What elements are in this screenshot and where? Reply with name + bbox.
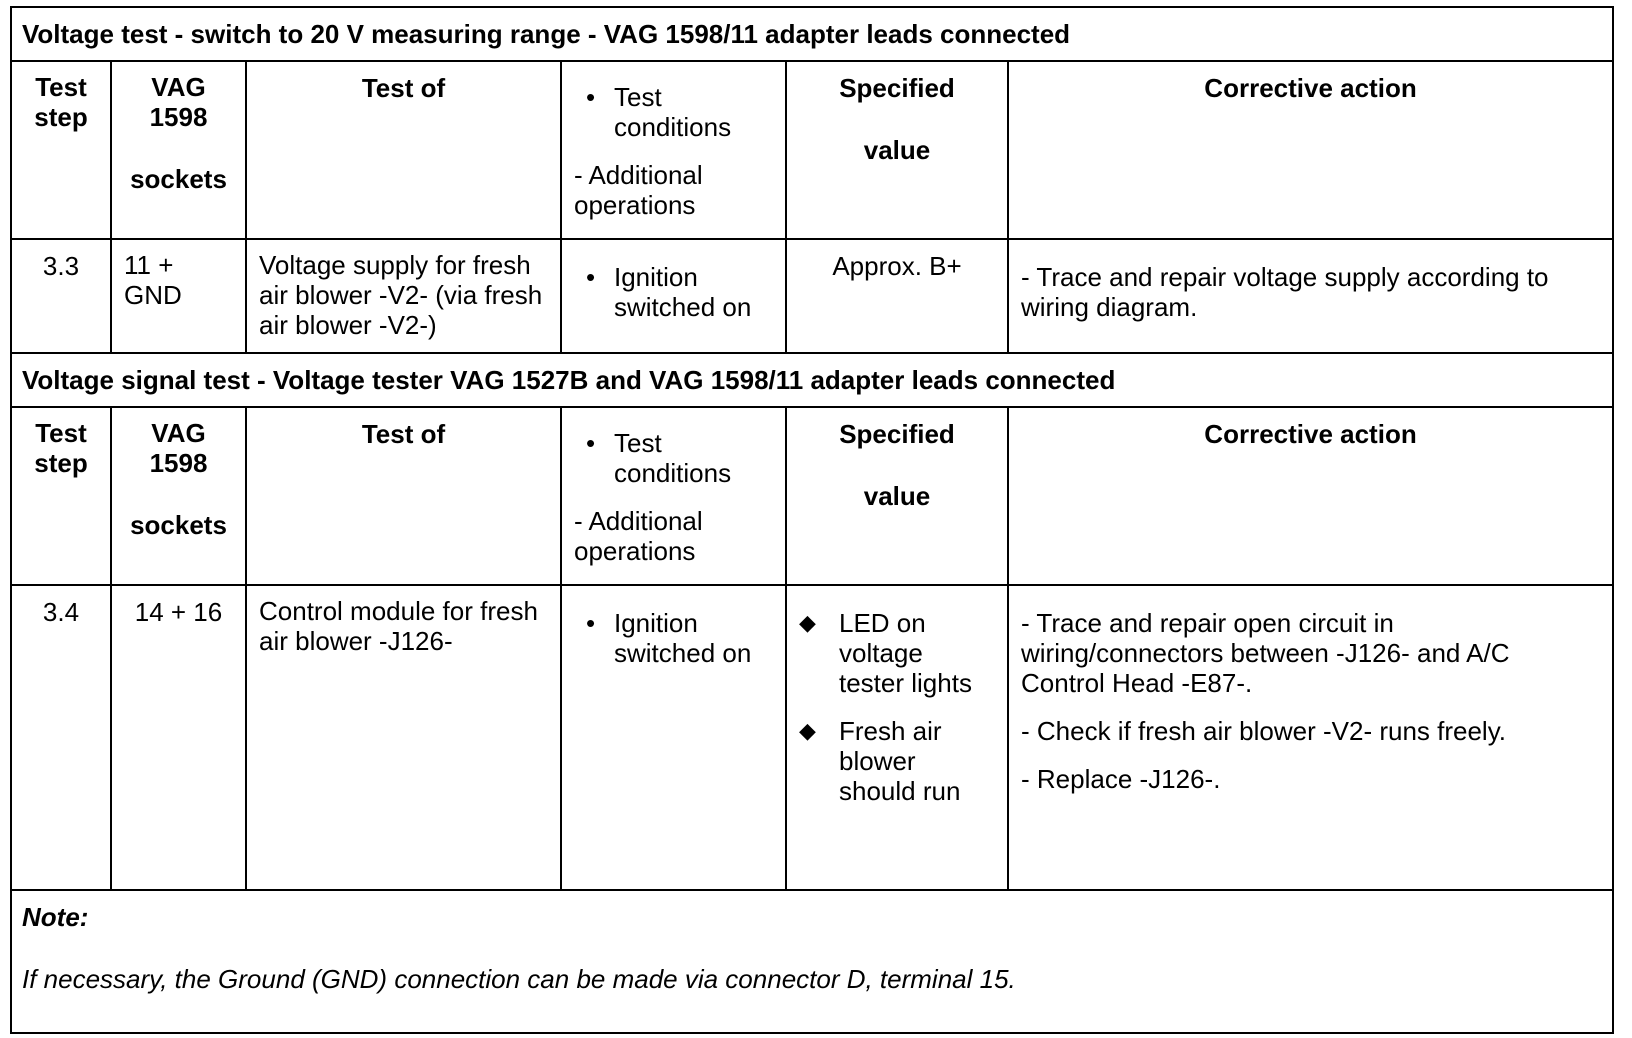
test-of-cell: Voltage supply for fresh air blower -V2- (via fresh air blower -V2-): [246, 239, 561, 353]
column-header-row: [11, 407, 1613, 585]
header-test-of: Test of: [246, 407, 561, 585]
sockets-cell: 11 + GND: [111, 239, 246, 353]
table-row: [11, 585, 1613, 890]
specified-cell: ◆ LED on voltage tester lights ◆ Fresh air blower should run: [786, 585, 1008, 890]
note-text: If necessary, the Ground (GND) connection can be made via connector D, terminal 15.: [22, 964, 1016, 994]
header-test-of: Test of: [246, 61, 561, 239]
section-title: Voltage test - switch to 20 V measuring range - VAG 1598/11 adapter leads connected: [11, 7, 1613, 61]
section-header-voltage-test: [11, 7, 1613, 61]
header-vag-sockets: VAG 1598 sockets: [111, 407, 246, 585]
specified-cell: Approx. B+: [786, 239, 1008, 353]
column-header-row: [11, 61, 1613, 239]
test-table: [10, 6, 1614, 1034]
condition-cell: • Ignition switched on: [561, 239, 786, 353]
header-corrective-action: Corrective action: [1008, 407, 1613, 585]
header-vag-sockets: VAG 1598 sockets: [111, 61, 246, 239]
corrective-cell: - Trace and repair open circuit in wiring/connectors between -J126- and A/C Control Head -E87-. - Check if fresh air blower -V2- runs freely. - Replace -J126-.: [1008, 585, 1613, 890]
header-test-step: Test step: [11, 61, 111, 239]
sockets-cell: 14 + 16: [111, 585, 246, 890]
header-conditions: • Test conditions - Additional operations: [561, 407, 786, 585]
note-cell: [11, 890, 1613, 1033]
header-specified-value: Specified value: [786, 407, 1008, 585]
note-title: Note:: [22, 902, 89, 932]
header-test-step: Test step: [11, 407, 111, 585]
corrective-cell: - Trace and repair voltage supply according to wiring diagram.: [1008, 239, 1613, 353]
section-header-voltage-signal-test: [11, 353, 1613, 407]
section-title: Voltage signal test - Voltage tester VAG 1527B and VAG 1598/11 adapter leads connected: [11, 353, 1613, 407]
header-conditions: • Test conditions - Additional operations: [561, 61, 786, 239]
step-cell: 3.3: [11, 239, 111, 353]
header-specified-value: Specified value: [786, 61, 1008, 239]
step-cell: 3.4: [11, 585, 111, 890]
header-corrective-action: Corrective action: [1008, 61, 1613, 239]
table-row: [11, 239, 1613, 353]
note-row: [11, 890, 1613, 1033]
test-of-cell: Control module for fresh air blower -J126-: [246, 585, 561, 890]
condition-cell: • Ignition switched on: [561, 585, 786, 890]
